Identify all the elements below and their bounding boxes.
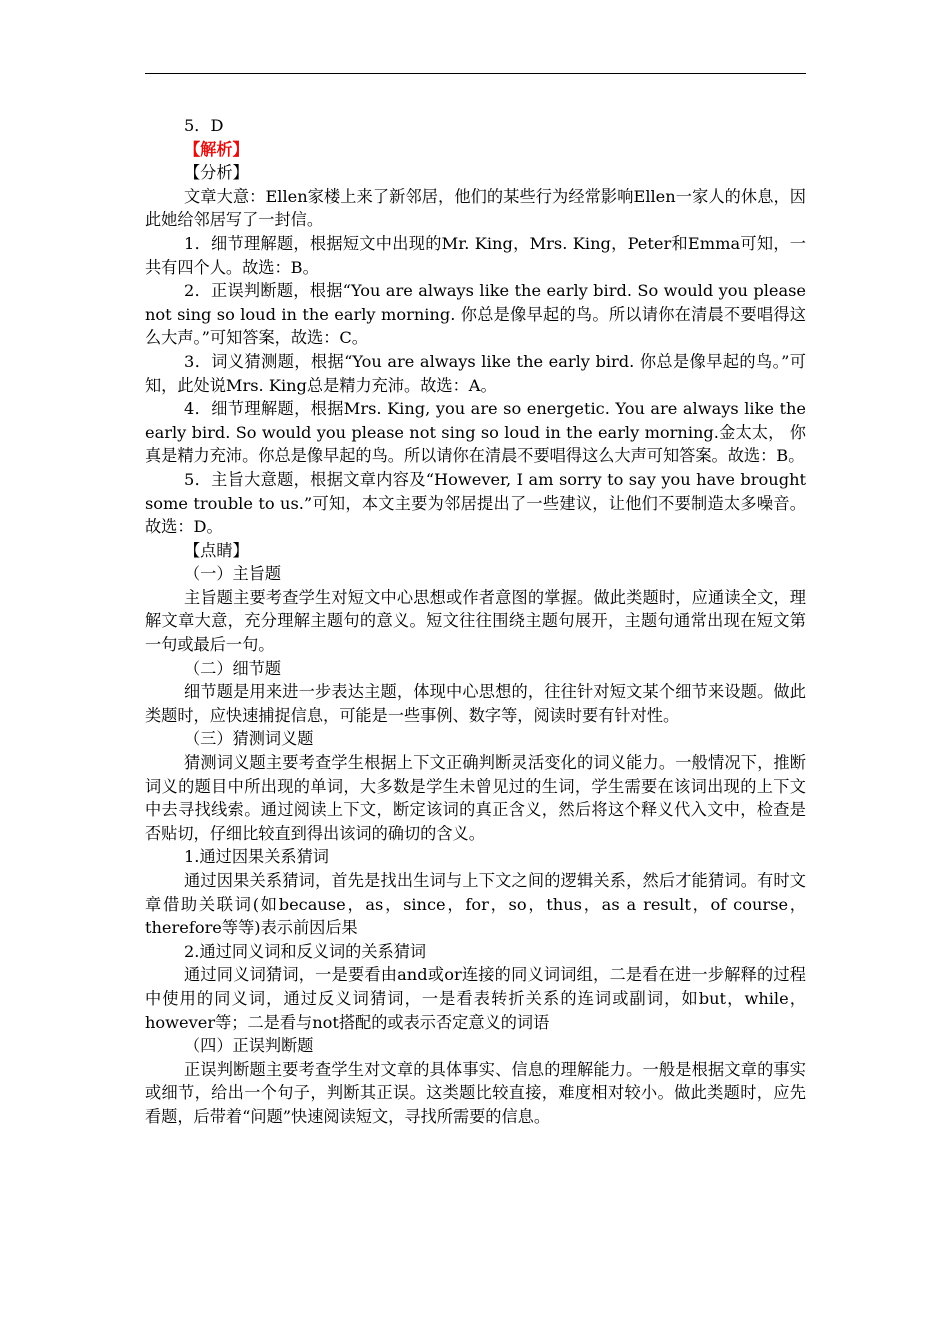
question-2-analysis: 2．正误判断题，根据“You are always like the early bird. So would you please not sing so loud in the early morning. 你总是像早起的鸟。所以请你在清晨不要唱得这么大声。”可知答案，故选：C。 — [145, 281, 806, 348]
section-1-body: 主旨题主要考查学生对短文中心思想或作者意图的掌握。做此类题时，应通读全文，理解文章大意，充分理解主题句的意义。短文往往围绕主题句展开，主题句通常出现在短文第一句或最后一句。 — [145, 587, 806, 655]
fenxi-label: 【分析】 — [184, 163, 249, 183]
question-1-analysis: 1．细节理解题，根据短文中出现的Mr. King，Mrs. King，Peter和Emma可知，一共有四个人。故选：B。 — [145, 233, 806, 277]
dianjing-label: 【点睛】 — [184, 540, 249, 560]
section-4-title: （四）正误判断题 — [184, 1036, 314, 1056]
section-3-title: （三）猜测词义题 — [184, 729, 314, 749]
question-3-analysis: 3．词义猜测题，根据“You are always like the early bird. 你总是像早起的鸟。”可知，此处说Mrs. King总是精力充沛。故选：A。 — [145, 351, 806, 395]
subsection-1-title: 1.通过因果关系猜词 — [184, 847, 329, 867]
question-5-analysis: 5．主旨大意题，根据文章内容及“However, I am sorry to say you have brought some trouble to us.”可知，本文主要为邻居提出了一些建议，让他们不要制造太多噪音。故选：D。 — [145, 469, 806, 537]
section-3-body: 猜测词义题主要考查学生根据上下文正确判断灵活变化的词义能力。一般情况下，推断词义的题目中所出现的单词，大多数是学生未曾见过的生词，学生需要在该词出现的上下文中去寻找线索。通过阅读上下文，断定该词的真正含义，然后将这个释义代入文中，检查是否贴切，仔细比较直到得出该词的确切的含义。 — [145, 753, 806, 843]
subsection-2-body: 通过同义词猜词，一是要看由and或or连接的同义词词组，二是看在进一步解释的过程中使用的同义词，通过反义词猜词，一是看表转折关系的连词或副词，如but，while，however等；二是看与not搭配的或表示否定意义的词语 — [145, 965, 806, 1032]
document-body — [145, 114, 806, 1129]
jiexi-label: 【解析】 — [184, 139, 249, 159]
section-1-title: （一）主旨题 — [184, 564, 282, 584]
question-4-analysis: 4．细节理解题，根据Mrs. King, you are so energetic. You are always like the early bird. So would you please not sing so loud in the early morning.金太太， 你真是精力充沛。你总是像早起的鸟。所以请你在清晨不要唱得这么大声可知答案。故选：B。 — [145, 399, 806, 466]
summary-paragraph: 文章大意：Ellen家楼上来了新邻居，他们的某些行为经常影响Ellen一家人的休息，因此她给邻居写了一封信。 — [145, 186, 806, 230]
answer-line: 5．D — [184, 116, 224, 135]
section-2-body: 细节题是用来进一步表达主题，体现中心思想的，往往针对短文某个细节来设题。做此类题时，应快速捕捉信息，可能是一些事例、数字等，阅读时要有针对性。 — [145, 682, 806, 725]
section-2-title: （二）细节题 — [184, 658, 282, 678]
section-4-body: 正误判断题主要考查学生对文章的具体事实、信息的理解能力。一般是根据文章的事实或细节，给出一个句子，判断其正误。这类题比较直接，难度相对较小。做此类题时，应先看题，后带着“问题”快速阅读短文，寻找所需要的信息。 — [145, 1059, 806, 1126]
subsection-1-body: 通过因果关系猜词，首先是找出生词与上下文之间的逻辑关系，然后才能猜词。有时文章借助关联词(如because，as，since，for，so，thus，as a result，of course，therefore等等)表示前因后果 — [145, 871, 806, 938]
header-rule — [145, 73, 806, 74]
subsection-2-title: 2.通过同义词和反义词的关系猜词 — [184, 941, 427, 961]
